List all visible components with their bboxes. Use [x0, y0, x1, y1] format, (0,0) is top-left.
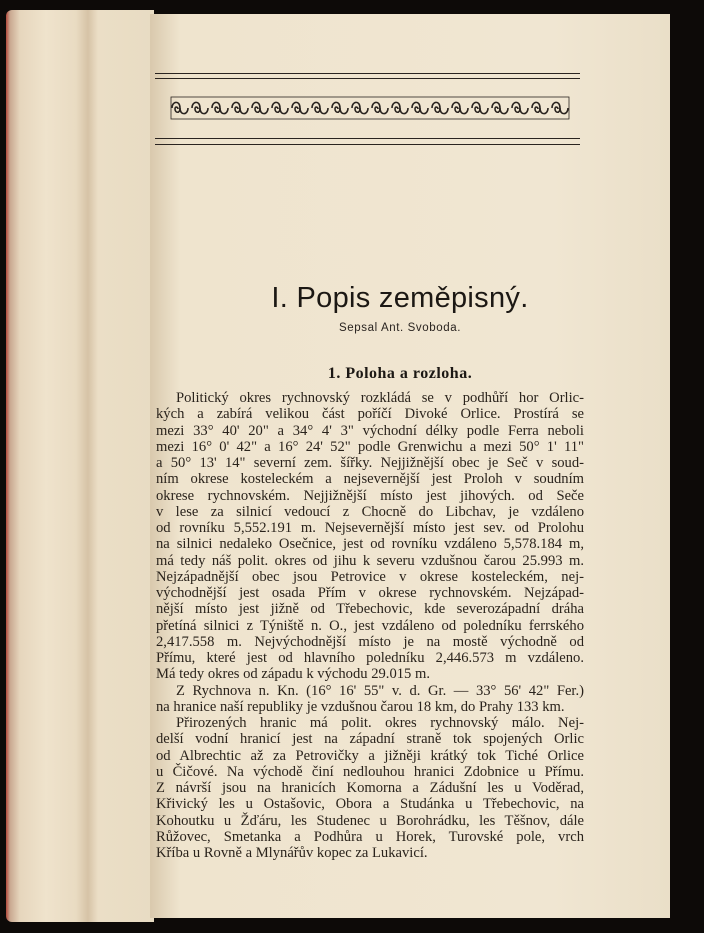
text-line: kých a zabírá velikou část poříčí Divoké Orlice. Prostírá se: [156, 406, 584, 423]
bottom-rule-thin: [155, 138, 580, 139]
text-line: delší vodní hranicí jest na západní straně tok spojených Orlic: [156, 731, 584, 748]
text-line: u Čičové. Na východě činí nedlouhou hranici Zdobnice u Přímu.: [156, 763, 584, 780]
text-line: Kříba u Rovně a Mlynářův kopec za Lukavicí.: [156, 845, 428, 861]
text-line: přetíná silnici z Týniště n. O., jest vzdáleno od poledníku ferrského: [156, 617, 584, 634]
text-line: na hranice naší republiky je vzdušnou čarou 18 km, do Prahy 133 km.: [156, 698, 565, 715]
text-line: Přímu, které jest od hlavního poledníku 2,446.573 m vzdáleno.: [156, 650, 584, 666]
text-line: Kohoutku u Žďáru, les Studenec u Borohrádku, les Těšnov, dále: [156, 812, 584, 829]
text-line: od Albrechtic až za Petrovičky a jižněji krátký tok Tiché Orlice: [156, 747, 584, 764]
text-line: 2,417.558 m. Nejvýchodnější místo je na mostě východně od: [156, 633, 584, 650]
text-line: v lese za silnicí vedoucí z Chocně do Libchav, je vzdáleno: [156, 503, 584, 520]
top-rule-thin: [155, 78, 580, 79]
section-heading: 1. Poloha a rozloha.: [327, 365, 473, 382]
text-line: mezi 16° 0' 42" a 16° 24' 52" podle Grenwichu a mezi 50° 1' 11": [156, 438, 584, 455]
text-line: od rovníku 5,552.191 m. Nejsevernější místo jest sev. od Prolohu: [156, 520, 584, 536]
text-line: východnější jest osada Přím v okrese rychnovském. Nejzápad-: [156, 585, 584, 601]
text-line: na silnici nedaleko Osečnice, jest od rovníku vzdáleno 5,578.184 m,: [156, 536, 584, 553]
text-line: Křivický les u Ostašovic, Obora a Studánka u Třebechovic, na: [156, 796, 584, 813]
top-rule: [155, 73, 580, 74]
chapter-title: I. Popis zeměpisný.: [271, 282, 529, 314]
text-line: Přirozených hranic má polit. okres rychnovský málo. Nej-: [176, 715, 584, 731]
text-line: mezi 33° 40' 20" a 34° 4' 3" východní délky podle Ferra neboli: [156, 422, 584, 439]
decorative-border-ornament: [170, 95, 570, 121]
text-line: Politický okres rychnovský rozkládá se v podhůří hor Orlic-: [176, 390, 584, 406]
text-line: okrese rychnovském. Nejjižnější místo jest jihových. od Seče: [156, 487, 584, 504]
text-line: Z návrší jsou na hranicích Komorna a Zádušní les u Voděrad,: [156, 780, 584, 796]
text-line: Nejzápadnější obec jsou Petrovice v okrese kosteleckém, nej-: [156, 568, 584, 585]
text-line: Z Rychnova n. Kn. (16° 16' 55" v. d. Gr. — 33° 56' 42" Fer.): [176, 682, 584, 699]
text-line: Má tedy okres od západu k východu 29.015 m.: [156, 666, 430, 683]
text-line: nější místo jest jižně od Třebechovic, kde severozápadní dráha: [156, 601, 584, 618]
text-line: má tedy náš polit. okres od jihu k severu vzdušnou čarou 25.993 m.: [156, 552, 584, 569]
text-line: ním okrese kosteleckém a nejsevernější jest Proloh v soudním: [156, 471, 584, 488]
text-line: Růžovec, Smetanka a Podhůra u Horek, Turovské pole, vrch: [156, 828, 584, 845]
bottom-rule: [155, 144, 580, 145]
book-binding-edge: [6, 10, 154, 922]
author-line: Sepsal Ant. Svoboda.: [339, 322, 461, 334]
text-line: a 50° 13' 14" severní zem. šířky. Nejjižnější obec je Seč v soud-: [156, 455, 584, 471]
